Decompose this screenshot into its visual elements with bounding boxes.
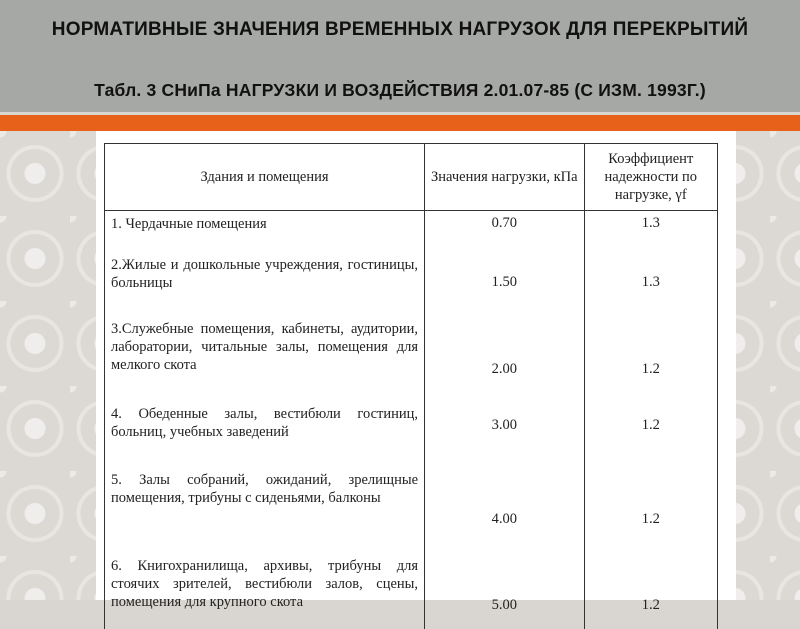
coefficient-value: 1.2 [641,416,660,433]
load-value: 1.50 [491,273,517,290]
row-coefficient [584,211,717,256]
table-panel [96,131,736,613]
coefficient-value: 1.2 [641,596,660,613]
row-building: 1. Чердачные помещения [105,211,425,256]
row-building: 5. Залы собраний, ожиданий, зрелищные помещения, трибуны с сиденьями, балконы [105,461,425,549]
row-load [425,549,585,629]
row-load [425,211,585,256]
slide-subtitle: Табл. 3 СНиПа НАГРУЗКИ И ВОЗДЕЙСТВИЯ 2.01.07-85 (С ИЗМ. 1993Г.) [94,80,706,100]
row-load [425,461,585,549]
loads-table [104,143,718,629]
row-coefficient [584,461,717,549]
load-value: 3.00 [491,416,517,433]
column-header-buildings: Здания и помещения [105,144,425,211]
coefficient-value: 1.3 [641,215,660,231]
load-value: 5.00 [491,596,517,613]
table-header-row [105,144,718,211]
row-building: 4. Обеденные залы, вестибюли гостиниц, больниц, учебных заведений [105,401,425,461]
row-building: 6. Книгохранилища, архивы, трибуны для стоячих зрителей, вестибюли залов, сцены, помещения для крупного скота [105,549,425,629]
coefficient-value: 1.2 [641,360,660,377]
column-header-load: Значения нагрузки, кПа [425,144,585,211]
slide-header [0,0,800,112]
table-row [105,401,718,461]
row-building: 2.Жилые и дошкольные учреждения, гостиницы, больницы [105,256,425,314]
load-value: 2.00 [491,360,517,377]
row-load [425,401,585,461]
table-row [105,549,718,629]
row-coefficient [584,401,717,461]
table-row [105,461,718,549]
table-row [105,211,718,256]
slide-title: НОРМАТИВНЫЕ ЗНАЧЕНИЯ ВРЕМЕННЫХ НАГРУЗОК ДЛЯ ПЕРЕКРЫТИЙ [51,19,749,40]
row-coefficient [584,256,717,314]
row-coefficient [584,314,717,401]
row-building: 3.Служебные помещения, кабинеты, аудитории, лаборатории, читальные залы, помещения для мелкого скота [105,314,425,401]
table-row [105,256,718,314]
accent-bar [0,115,800,131]
load-value: 0.70 [491,215,517,231]
coefficient-value: 1.3 [641,273,660,290]
row-load [425,314,585,401]
table-row [105,314,718,401]
column-header-coefficient: Коэффициент надежности по нагрузке, γf [584,144,717,211]
row-load [425,256,585,314]
row-coefficient [584,549,717,629]
coefficient-value: 1.2 [641,510,660,527]
load-value: 4.00 [491,510,517,527]
